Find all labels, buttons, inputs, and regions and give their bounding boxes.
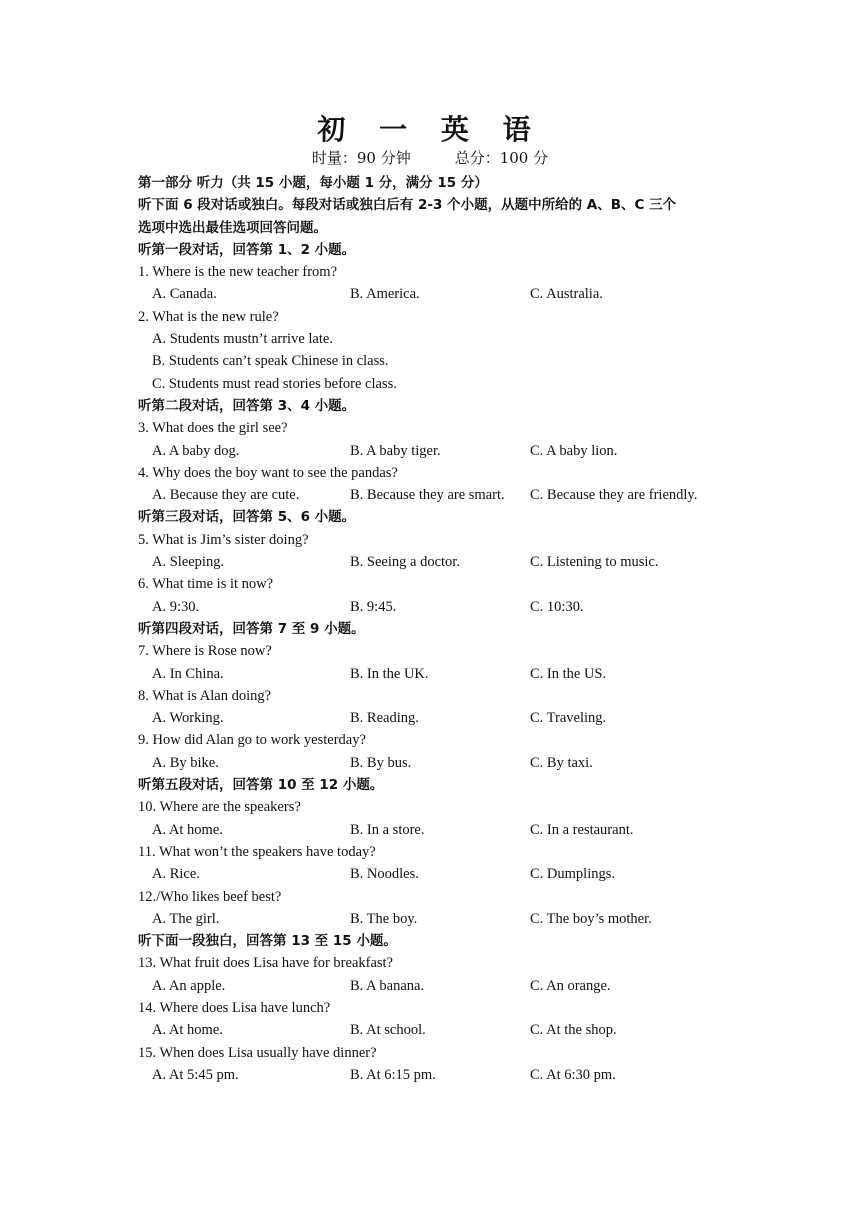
- question-text: 15. When does Lisa usually have dinner?: [138, 1044, 377, 1061]
- option-row: [138, 596, 738, 618]
- answer-option: B. The boy.: [350, 910, 418, 927]
- answer-option: B. Reading.: [350, 710, 419, 727]
- answer-option: A. A baby dog.: [152, 442, 240, 459]
- part1-instruction-line2: 选项中选出最佳选项回答问题。: [138, 219, 327, 236]
- answer-option: B. Noodles.: [350, 866, 419, 883]
- answer-option: C. A baby lion.: [530, 442, 618, 459]
- option-row: [138, 350, 738, 372]
- part1-instruction-line1: 听下面 6 段对话或独白。每段对话或独白后有 2-3 个小题，从题中所给的 A、B、C 三个: [138, 197, 677, 214]
- option-row: [138, 1019, 738, 1041]
- section-heading: 听第五段对话，回答第 10 至 12 小题。: [138, 777, 384, 794]
- part1-heading: 第一部分 听力（共 15 小题，每小题 1 分，满分 15 分）: [138, 175, 488, 191]
- listening-section: [138, 172, 738, 1086]
- answer-option: A. Sleeping.: [152, 554, 225, 571]
- question-text: 2. What is the new rule?: [138, 308, 279, 325]
- answer-option: C. At 6:30 pm.: [530, 1066, 616, 1083]
- answer-option: C. Traveling.: [530, 710, 607, 727]
- exam-total-score: 总分：100 分: [454, 149, 549, 167]
- answer-option: A. Rice.: [152, 866, 200, 883]
- answer-option: B. Seeing a doctor.: [350, 554, 460, 571]
- option-row: [138, 484, 738, 506]
- option-row: [138, 373, 738, 395]
- question-text: 14. Where does Lisa have lunch?: [138, 999, 331, 1016]
- question-text: 11. What won’t the speakers have today?: [138, 843, 376, 860]
- answer-option: C. At the shop.: [530, 1022, 617, 1039]
- answer-option: A. By bike.: [152, 754, 219, 771]
- option-row: [138, 328, 738, 350]
- answer-option: A. The girl.: [152, 910, 220, 927]
- answer-option: C. Listening to music.: [530, 554, 659, 571]
- exam-info: [0, 147, 860, 168]
- answer-option: C. An orange.: [530, 977, 611, 994]
- answer-option: A. At 5:45 pm.: [152, 1066, 239, 1083]
- answer-option: B. At school.: [350, 1022, 426, 1039]
- question-text: 4. Why does the boy want to see the pandas?: [138, 464, 398, 481]
- question-text: 10. Where are the speakers?: [138, 799, 301, 816]
- answer-option: C. Dumplings.: [530, 866, 615, 883]
- answer-option: A. At home.: [152, 1022, 223, 1039]
- answer-option: B. Because they are smart.: [350, 487, 505, 504]
- answer-option: C. 10:30.: [530, 598, 584, 615]
- question-text: 5. What is Jim’s sister doing?: [138, 531, 309, 548]
- option-row: [138, 752, 738, 774]
- answer-option: B. By bus.: [350, 754, 412, 771]
- answer-option: A. An apple.: [152, 977, 226, 994]
- answer-option: B. In the UK.: [350, 665, 429, 682]
- answer-option: C. By taxi.: [530, 754, 593, 771]
- option-row: [138, 551, 738, 573]
- option-row: [138, 863, 738, 885]
- exam-time: 时量：90 分钟: [311, 149, 411, 167]
- option-row: [138, 663, 738, 685]
- answer-option: A. At home.: [152, 821, 223, 838]
- answer-option: A. Students mustn’t arrive late.: [152, 331, 333, 348]
- section-heading: 听第三段对话，回答第 5、6 小题。: [138, 509, 356, 526]
- option-row: [138, 975, 738, 997]
- question-text: 8. What is Alan doing?: [138, 687, 272, 704]
- answer-option: C. Australia.: [530, 286, 603, 303]
- answer-option: C. Students must read stories before class.: [152, 375, 397, 392]
- question-text: 12./Who likes beef best?: [138, 888, 282, 905]
- answer-option: B. A baby tiger.: [350, 442, 441, 459]
- answer-option: C. The boy’s mother.: [530, 910, 652, 927]
- option-row: [138, 707, 738, 729]
- option-row: [138, 283, 738, 305]
- answer-option: A. Canada.: [152, 286, 217, 303]
- section-heading: 听第一段对话，回答第 1、2 小题。: [138, 241, 356, 258]
- section-heading: 听第四段对话，回答第 7 至 9 小题。: [138, 620, 365, 637]
- section-heading: 听第二段对话，回答第 3、4 小题。: [138, 397, 356, 414]
- answer-option: A. 9:30.: [152, 598, 200, 615]
- sections-container: [138, 239, 738, 1086]
- option-row: [138, 1064, 738, 1086]
- answer-option: C. Because they are friendly.: [530, 487, 698, 504]
- answer-option: B. At 6:15 pm.: [350, 1066, 436, 1083]
- question-text: 1. Where is the new teacher from?: [138, 264, 338, 281]
- option-row: [138, 440, 738, 462]
- answer-option: A. Working.: [152, 710, 224, 727]
- answer-option: B. 9:45.: [350, 598, 397, 615]
- option-row: [138, 908, 738, 930]
- answer-option: C. In a restaurant.: [530, 821, 634, 838]
- answer-option: B. In a store.: [350, 821, 425, 838]
- question-text: 6. What time is it now?: [138, 576, 274, 593]
- question-text: 7. Where is Rose now?: [138, 643, 272, 660]
- option-row: [138, 819, 738, 841]
- question-text: 13. What fruit does Lisa have for breakfast?: [138, 955, 393, 972]
- exam-title: 初 一 英 语: [317, 113, 543, 146]
- answer-option: C. In the US.: [530, 665, 607, 682]
- question-text: 9. How did Alan go to work yesterday?: [138, 732, 366, 749]
- answer-option: A. In China.: [152, 665, 224, 682]
- answer-option: A. Because they are cute.: [152, 487, 300, 504]
- section-heading: 听下面一段独白，回答第 13 至 15 小题。: [138, 933, 397, 950]
- answer-option: B. America.: [350, 286, 420, 303]
- answer-option: B. A banana.: [350, 977, 425, 994]
- answer-option: B. Students can’t speak Chinese in class.: [152, 353, 389, 370]
- question-text: 3. What does the girl see?: [138, 420, 288, 437]
